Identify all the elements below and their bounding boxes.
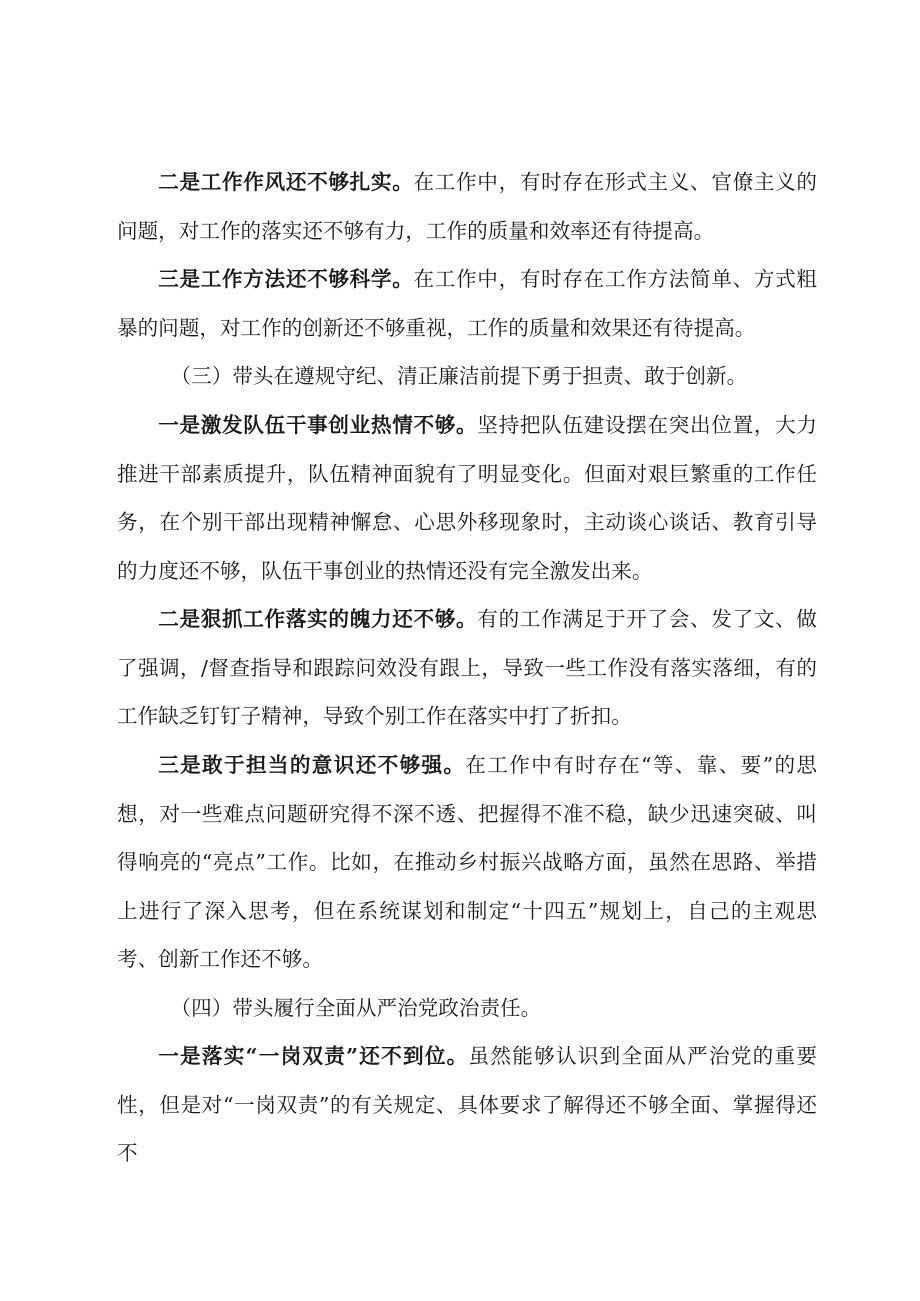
paragraph-lead: 二是工作作风还不够扎实。 <box>158 170 414 194</box>
paragraph-body: 虽然能够认识到全面从严治党的重要性，但是对“一岗双责”的有关规定、具体要求了解得还不够全面、掌握得还不 <box>117 1044 817 1165</box>
paragraph-lead: 三是工作方法还不够科学。 <box>158 267 414 291</box>
section-heading-text: （三）带头在遵规守纪、清正廉洁前提下勇于担责、敢于创新。 <box>170 364 748 388</box>
paragraph-work-method <box>117 255 817 352</box>
paragraph-body: 有的工作满足于开了会、发了文、做了强调，/督查指导和跟踪问效没有跟上，导致一些工作没有落实落细，有的工作缺乏钉钉子精神，导致个别工作在落实中打了折扣。 <box>117 607 817 728</box>
paragraph-lead: 二是狠抓工作落实的魄力还不够。 <box>158 607 478 631</box>
paragraph-team-enthusiasm <box>117 401 817 595</box>
paragraph-lead: 三是敢于担当的意识还不够强。 <box>158 753 466 777</box>
section-heading-three <box>117 352 817 401</box>
paragraph-body: 在工作中有时存在“等、靠、要”的思想，对一些难点问题研究得不深不透、把握得不准不稳，缺少迅速突破、叫得响亮的“亮点”工作。比如，在推动乡村振兴战略方面，虽然在思路、举措上进行了深入思考，但在系统谋划和制定“十四五”规划上，自己的主观思考、创新工作还不够。 <box>117 753 817 971</box>
paragraph-implementation <box>117 595 817 741</box>
paragraph-body: 坚持把队伍建设摆在突出位置，大力推进干部素质提升，队伍精神面貌有了明显变化。但面对艰巨繁重的工作任务，在个别干部出现精神懈怠、心思外移现象时，主动谈心谈话、教育引导的力度还不够，队伍干事创业的热情还没有完全激发出来。 <box>117 413 817 583</box>
section-heading-four <box>117 984 817 1033</box>
paragraph-body: 在工作中，有时存在形式主义、官僚主义的问题，对工作的落实还不够有力，工作的质量和效率还有待提高。 <box>117 170 818 243</box>
section-heading-text: （四）带头履行全面从严治党政治责任。 <box>170 996 542 1020</box>
paragraph-body: 在工作中，有时存在工作方法简单、方式粗暴的问题，对工作的创新还不够重视，工作的质量和效果还有待提高。 <box>117 267 818 340</box>
paragraph-work-style <box>117 158 817 255</box>
paragraph-lead: 一是落实“一岗双责”还不到位。 <box>158 1044 469 1068</box>
paragraph-responsibility <box>117 741 817 984</box>
paragraph-lead: 一是激发队伍干事创业热情不够。 <box>158 413 478 437</box>
paragraph-dual-duty <box>117 1032 817 1178</box>
